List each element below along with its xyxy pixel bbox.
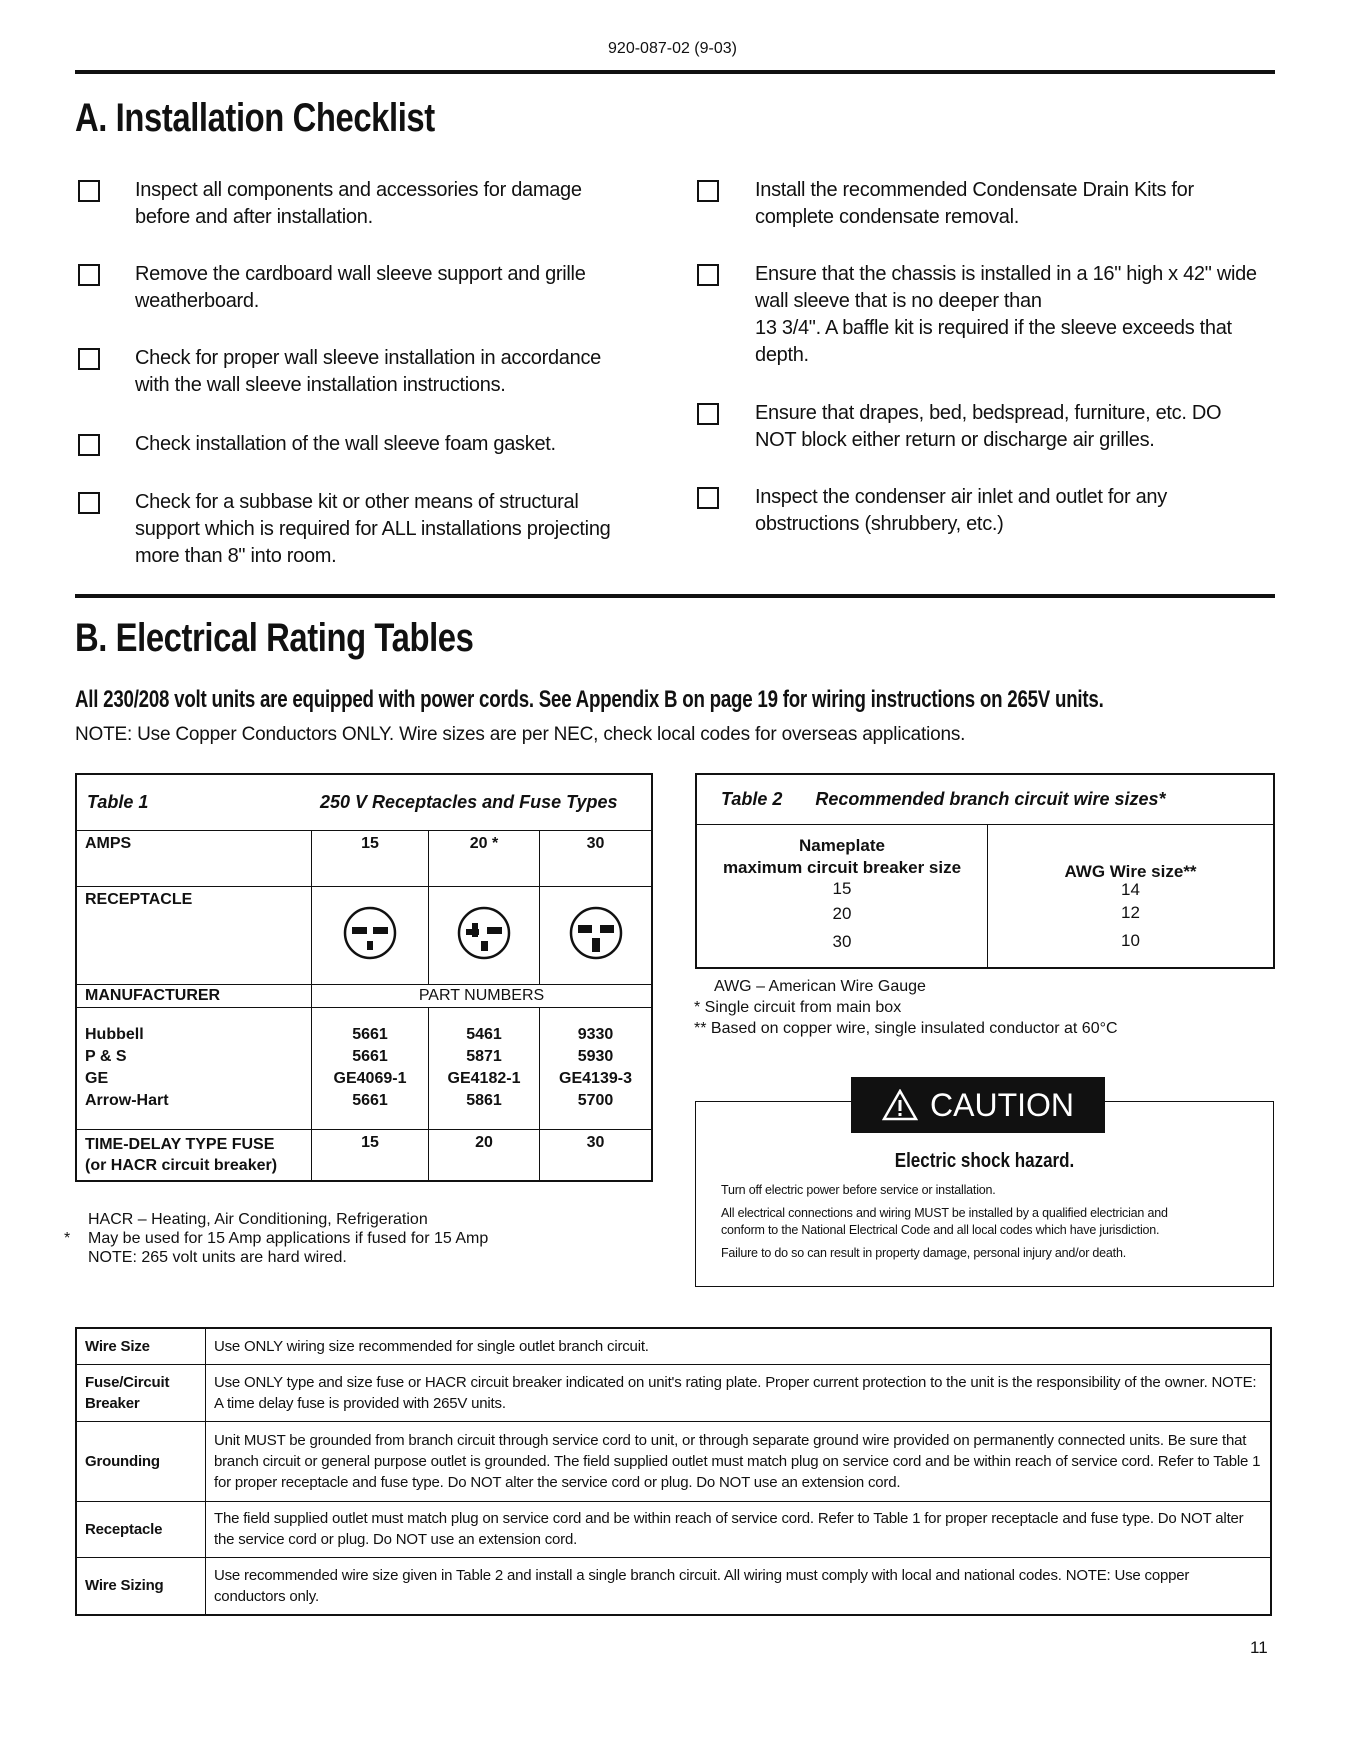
checklist-item-text [135,489,610,570]
wire-size-heading: AWG Wire size** [1064,861,1197,881]
wire-size: 14 [1121,879,1140,899]
caution-line: Turn off electric power before service or installation. [721,1183,996,1197]
checklist-item-text [755,177,1194,231]
table-3-wiring-requirements [75,1327,1272,1616]
part-number: 5861 [466,1092,502,1109]
part-number: GE4182-1 [447,1070,521,1087]
checklist-line: with the wall sleeve installation instructions. [135,374,506,396]
checklist-line: Check for a subbase kit or other means of structural [135,491,579,513]
receptacle-30a-icon [568,905,624,961]
table-1-receptacles [75,773,653,1182]
part-number: 5930 [577,1048,614,1065]
part-number: 5661 [352,1092,388,1109]
row-text: Use ONLY type and size fuse or HACR circuit breaker indicated on unit's rating plate. Proper current protection to the unit is the responsibility of the owner. NOTE: A time delay fuse is provided with 265V units. [206,1364,1272,1421]
part-number: GE4139-3 [559,1070,632,1087]
breaker-size-heading: Nameplate [799,835,885,855]
checkbox[interactable] [697,487,719,509]
checklist-line: wall sleeve that is no deeper than [755,290,1042,312]
checklist-line: before and after installation. [135,206,373,228]
section-divider [75,594,1275,598]
amps-label: AMPS [76,830,312,886]
checklist-item-text [755,400,1221,454]
row-label: Fuse/Circuit Breaker [76,1364,206,1421]
checklist-line: Inspect the condenser air inlet and outlet for any [755,486,1167,508]
fuse-label-sub: (or HACR circuit breaker) [85,1156,278,1174]
section-a-title: A. Installation Checklist [75,96,435,140]
row-text: Use ONLY wiring size recommended for single outlet branch circuit. [206,1328,1272,1364]
part-number: 5461 [466,1026,502,1043]
checkbox[interactable] [78,348,100,370]
row-text: Unit MUST be grounded from branch circuit through service cord to unit, or through separate ground wire provided on permanently connected units. Be sure that branch circuit or general purpose outlet is grounded. The field supplied outlet must match plug on service cord and be within reach of service cord. Refer to Table 1 for proper receptacle and fuse type. Do NOT alter the service cord or plug. Do NOT use an extension cord. [206,1421,1272,1501]
manufacturer-name: Arrow-Hart [85,1092,169,1109]
warning-triangle-icon [882,1089,918,1121]
receptacle-20a-icon [456,905,512,961]
manufacturer-name: Hubbell [85,1026,144,1043]
checklist-line: Ensure that the chassis is installed in a 16" high x 42" wide [755,263,1257,285]
row-text: The field supplied outlet must match plug on service cord and be within reach of service cord. Refer to Table 1 for proper receptacle and fuse type. Do NOT alter the service cord or plug. Do NOT use an extension cord. [206,1501,1272,1557]
checklist-item-text [755,484,1167,538]
wire-size: 12 [1121,902,1140,922]
checklist-line: depth. [755,344,809,366]
checkbox[interactable] [78,492,100,514]
checkbox[interactable] [78,434,100,456]
checklist-line: 13 3/4". A baffle kit is required if the sleeve exceeds that [755,317,1232,339]
breaker-size: 30 [832,931,852,951]
amps-30: 30 [540,830,653,886]
checklist-line: complete condensate removal. [755,206,1019,228]
footnote: * Single circuit from main box [694,999,902,1016]
receptacle-label: RECEPTACLE [76,886,312,984]
footnote: ** Based on copper wire, single insulated conductor at 60°C [694,1020,1118,1037]
top-rule [75,70,1275,74]
checklist-line: Remove the cardboard wall sleeve support and grille [135,263,586,285]
part-number: GE4069-1 [333,1070,407,1087]
part-number: 5871 [466,1048,502,1065]
footnote: AWG – American Wire Gauge [714,978,926,995]
table-2-wire-sizes [695,773,1275,969]
footnote: NOTE: 265 volt units are hard wired. [88,1249,347,1266]
checklist-item-text [135,261,586,315]
page-number: 11 [1250,1638,1268,1657]
part-numbers-label: PART NUMBERS [312,984,653,1007]
manufacturer-name: GE [85,1070,109,1087]
checklist-item-text [755,261,1257,369]
caution-line: Failure to do so can result in property damage, personal injury and/or death. [721,1246,1126,1260]
document-number: 920-087-02 (9-03) [608,40,737,57]
table-2-title: Recommended branch circuit wire sizes* [815,788,1166,809]
caution-heading: Electric shock hazard. [894,1150,1075,1172]
part-number: 5700 [577,1092,614,1109]
table-1-label: Table 1 [87,791,149,812]
row-label: Wire Sizing [76,1557,206,1615]
table-1-title: 250 V Receptacles and Fuse Types [320,791,618,812]
row-label: Receptacle [76,1501,206,1557]
part-number: 5661 [352,1048,388,1065]
fuse-label: TIME-DELAY TYPE FUSE [85,1135,275,1153]
caution-banner [851,1077,1105,1133]
checklist-line: support which is required for ALL installations projecting [135,518,611,540]
checklist-line: weatherboard. [135,290,259,312]
checklist-line: NOT block either return or discharge air grilles. [755,429,1155,451]
checklist-item-text [135,431,556,458]
row-label: Grounding [76,1421,206,1501]
checkbox[interactable] [697,264,719,286]
part-number: 9330 [577,1026,614,1043]
breaker-size-heading-sub: maximum circuit breaker size [722,857,962,877]
wire-size: 10 [1121,930,1140,950]
caution-line: conform to the National Electrical Code and all local codes which have jurisdiction. [721,1223,1160,1237]
breaker-size: 20 [832,903,852,923]
caution-line: All electrical connections and wiring MUST be installed by a qualified electrician and [721,1206,1168,1220]
checklist-line: Ensure that drapes, bed, bedspread, furniture, etc. DO [755,402,1222,424]
footnote-asterisk: * [64,1230,71,1247]
amps-20: 20 * [429,830,540,886]
section-b-subtitle: All 230/208 volt units are equipped with power cords. See Appendix B on page 19 for wiring instructions on 265V units. [75,686,1104,713]
manufacturer-label: MANUFACTURER [76,984,312,1007]
checkbox[interactable] [78,180,100,202]
receptacle-15a-icon [342,905,398,961]
part-number: 5661 [352,1026,388,1043]
checkbox[interactable] [697,180,719,202]
checklist-line: more than 8" into room. [135,545,337,567]
checklist-line: Check for proper wall sleeve installation in accordance [135,347,601,369]
checklist-item-text [135,345,601,399]
row-text: Use recommended wire size given in Table 2 and install a single branch circuit. All wiring must comply with local and national codes. NOTE: Use copper conductors only. [206,1557,1272,1615]
fuse-20: 20 [429,1129,540,1181]
section-b-title: B. Electrical Rating Tables [75,616,474,660]
table-2-footnotes [694,976,1118,1039]
checklist-line: obstructions (shrubbery, etc.) [755,513,1004,535]
breaker-size: 15 [832,878,852,898]
amps-15: 15 [312,830,429,886]
checklist-line: Inspect all components and accessories for damage [135,179,582,201]
manufacturer-name: P & S [85,1048,127,1065]
footnote: HACR – Heating, Air Conditioning, Refrigeration [88,1211,428,1228]
checkbox[interactable] [697,403,719,425]
caution-label: CAUTION [930,1086,1074,1123]
caution-text [721,1182,1261,1262]
table-2-label: Table 2 [721,788,783,809]
section-b-note: NOTE: Use Copper Conductors ONLY. Wire sizes are per NEC, check local codes for overseas applications. [75,724,966,745]
checklist-line: Check installation of the wall sleeve foam gasket. [135,433,556,455]
checklist-line: Install the recommended Condensate Drain Kits for [755,179,1194,201]
checklist-item-text [135,177,582,231]
checkbox[interactable] [78,264,100,286]
fuse-15: 15 [312,1129,429,1181]
footnote: May be used for 15 Amp applications if fused for 15 Amp [88,1230,489,1247]
row-label: Wire Size [76,1328,206,1364]
table-1-footnotes [64,1210,489,1267]
fuse-30: 30 [540,1129,653,1181]
